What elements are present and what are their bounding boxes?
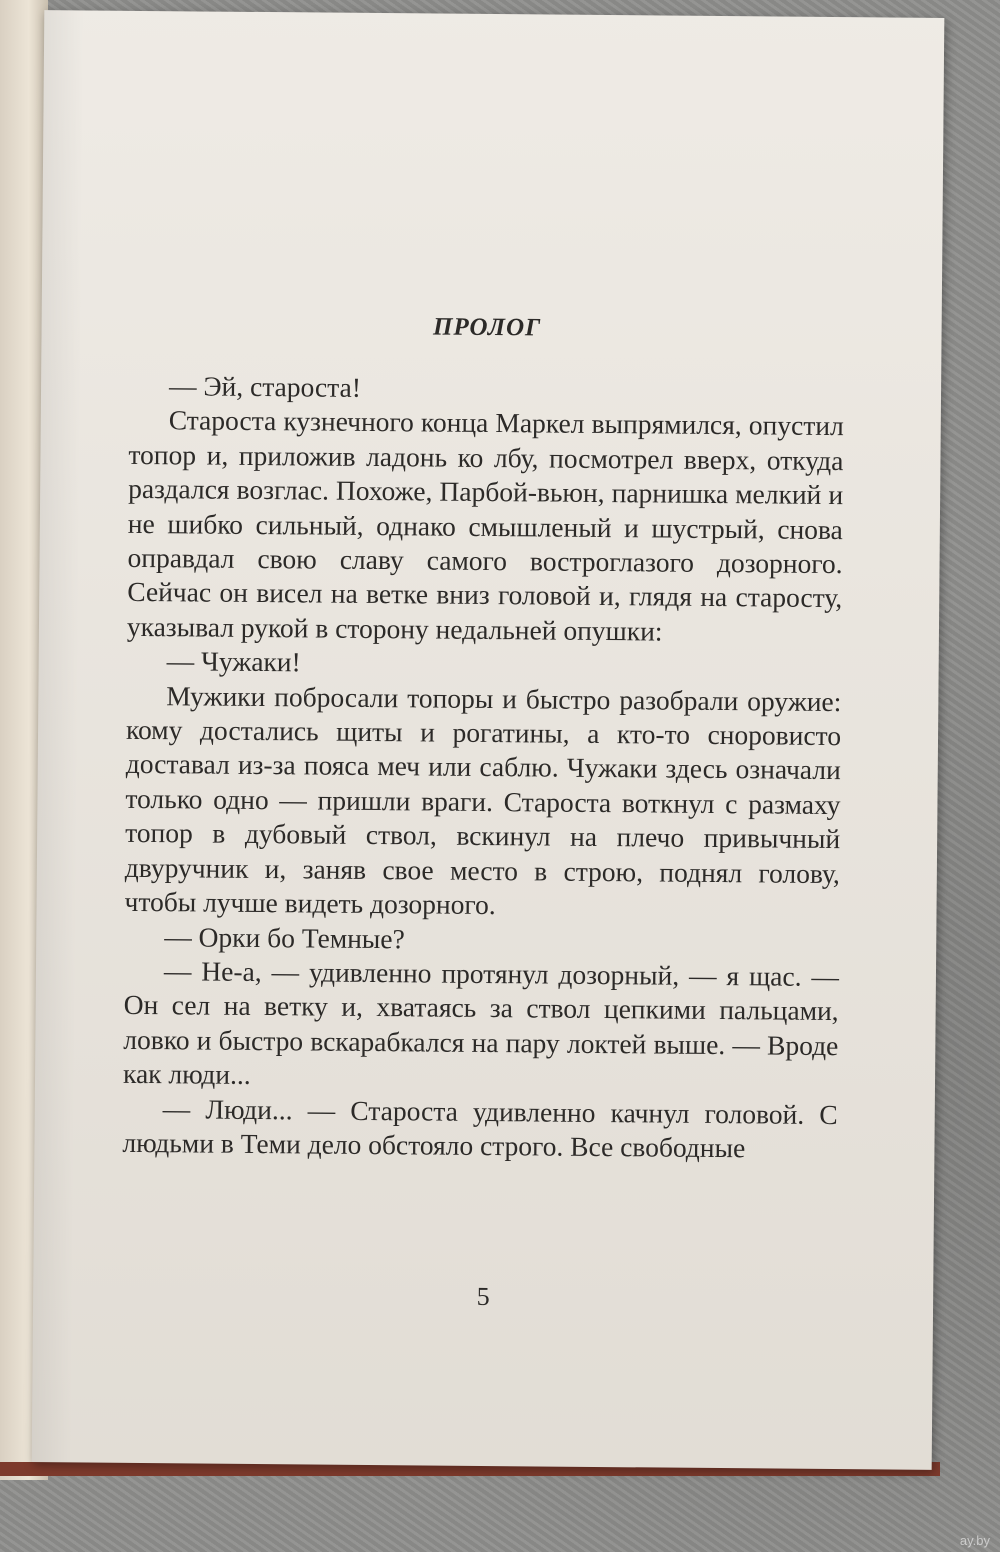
- paragraph-1: — Эй, староста!: [168, 370, 362, 403]
- paragraph-3: — Чужаки!: [166, 645, 301, 678]
- paragraph-5: — Орки бо Темные?: [164, 920, 405, 954]
- watermark: ay.by: [959, 1533, 990, 1548]
- paragraph-4: Мужики побросали топоры и быстро разобрали оружие: кому достались щиты и рогатины, а кто-то сноровисто доставал из-за пояса меч или саблю. Чужаки здесь означали только одно — пришли враги. Староста воткнул с размаху топор в дубовый ствол, вскинул на плечо привычный двуручник и, заняв свое место в строю, поднял голову, чтобы лучше видеть дозорного.: [124, 679, 842, 921]
- book-page: [32, 10, 945, 1470]
- page-text: [122, 311, 844, 1167]
- chapter-heading: ПРОЛОГ: [432, 313, 542, 342]
- paragraph-2: Староста кузнечного конца Маркел выпрямился, опустил топор и, приложив ладонь ко лбу, посмотрел вверх, откуда раздался возглас. Похоже, Парбой-вьюн, парнишка мелкий и не шибко сильный, однако смышленый и шустрый, снова оправдал свою славу самого востроглазого дозорного. Сейчас он висел на ветке вниз головой и, глядя на старосту, указывал рукой в сторону недальней опушки:: [126, 404, 844, 647]
- page-number: 5: [476, 1281, 490, 1312]
- paragraph-7: — Люди... — Староста удивленно качнул головой. С людьми в Теми дело обстояло строго. Все свободные: [122, 1092, 838, 1164]
- paragraph-6: — Не-а, — удивленно протянул дозорный, — я щас. — Он сел на ветку и, хватаясь за ствол цепкими пальцами, ловко и быстро вскарабкался на пару локтей выше. — Вроде как люди...: [122, 955, 840, 1091]
